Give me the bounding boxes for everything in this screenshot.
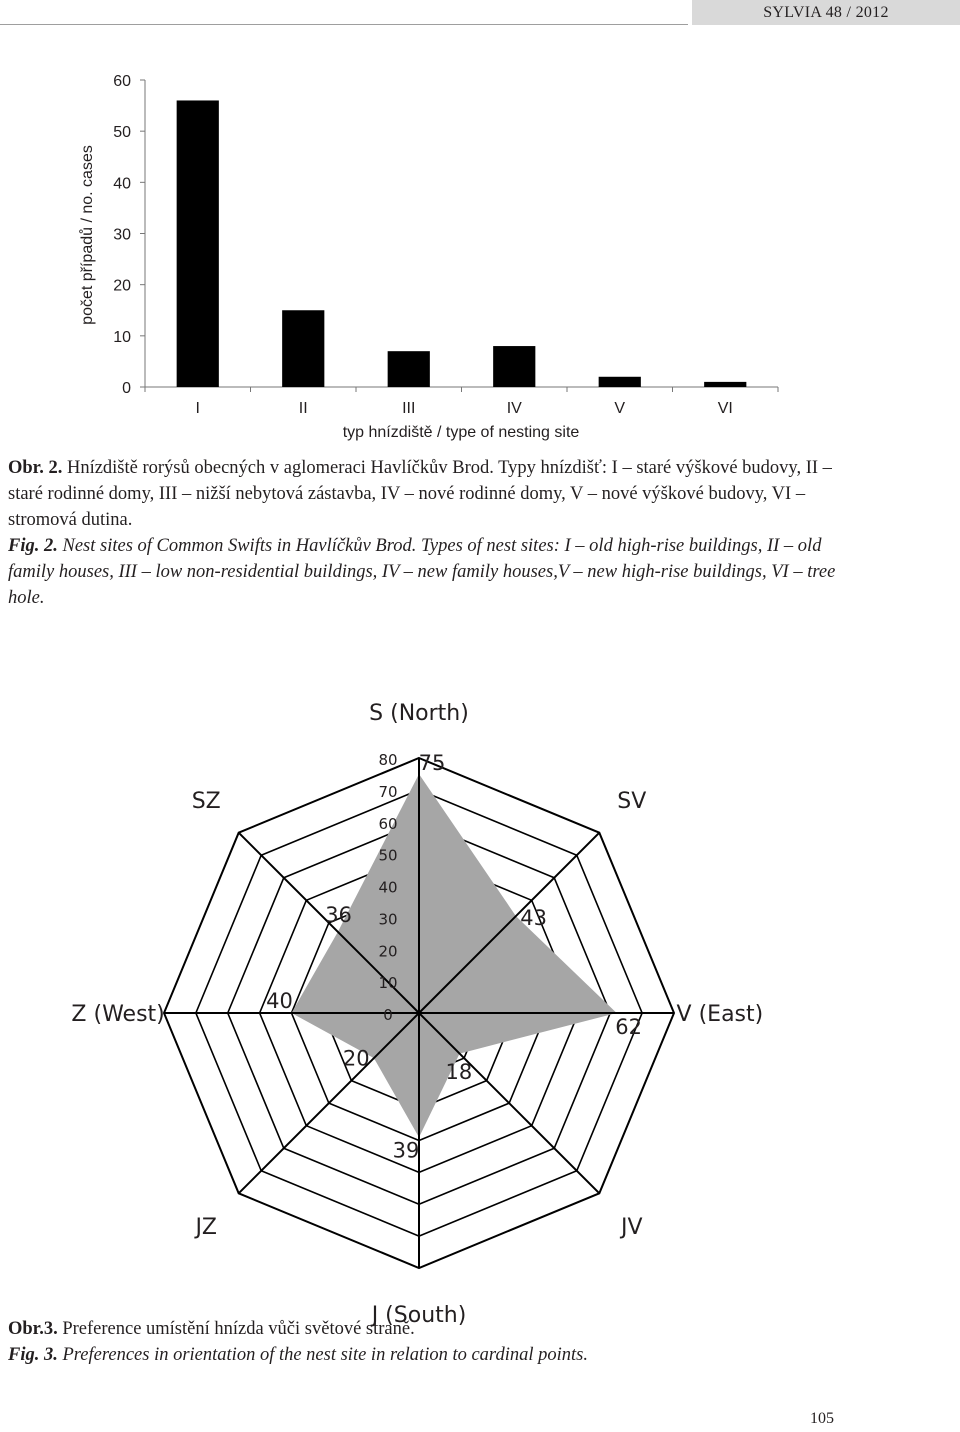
y-tick-label: 0 bbox=[122, 380, 131, 397]
radar-axis-label: JZ bbox=[195, 1214, 218, 1240]
fig2-caption bbox=[8, 455, 846, 611]
radar-data-label: 18 bbox=[445, 1060, 473, 1085]
fig2-caption-czech bbox=[8, 455, 846, 533]
radar-data-label: 36 bbox=[325, 903, 352, 928]
y-tick-label: 10 bbox=[113, 328, 131, 346]
radar-scale-label: 70 bbox=[378, 782, 398, 801]
bar-IV bbox=[493, 346, 535, 387]
bar-V bbox=[599, 377, 641, 387]
x-tick-label: IV bbox=[506, 400, 522, 417]
fig2-caption-cz-text: Hnízdiště rorýsů obecných v aglomeraci Havlíčkův Brod. Typy hnízdišť: I – staré výškové budovy, II – staré rodinné domy, III – nižší nebytová zástavba, IV – nové rodinné domy, V – nové výškové budovy, VI – stromová dutina. bbox=[8, 458, 832, 530]
radar-data-label: 43 bbox=[520, 905, 547, 930]
radar-axis-label: JV bbox=[620, 1214, 643, 1240]
x-tick-label: III bbox=[402, 400, 416, 417]
fig2-caption-en-text: Nest sites of Common Swifts in Havlíčkův Brod. Types of nest sites: I – old high-rise buildings, II – old family houses, III – low non-residential buildings, IV – new family houses,V – new high-rise buildings, VI – tree hole. bbox=[8, 536, 836, 608]
radar-scale-label: 0 bbox=[383, 1006, 393, 1024]
journal-header bbox=[692, 0, 960, 25]
radar-axis-label: Z (West) bbox=[71, 1002, 165, 1027]
y-tick-label: 40 bbox=[113, 175, 131, 193]
fig3-caption-czech bbox=[8, 1316, 908, 1342]
x-tick-label: II bbox=[298, 400, 308, 417]
radar-chart bbox=[0, 701, 960, 1328]
radar-axis-label: S (North) bbox=[369, 701, 469, 727]
bar-chart bbox=[0, 60, 800, 445]
radar-data-label: 20 bbox=[342, 1046, 370, 1071]
x-tick-label: VI bbox=[717, 400, 733, 417]
fig2-caption-en-label: Fig. 2. bbox=[8, 536, 58, 556]
fig3-caption-english bbox=[8, 1342, 908, 1368]
radar-scale-label: 80 bbox=[378, 751, 398, 769]
bar-VI bbox=[704, 382, 746, 387]
fig3-caption-cz-text: Preference umístění hnízda vůči světové straně. bbox=[62, 1319, 415, 1339]
fig3-caption-en-text: Preferences in orientation of the nest site in relation to cardinal points. bbox=[62, 1345, 588, 1365]
bar-I bbox=[177, 100, 219, 387]
page-number: 105 bbox=[810, 1410, 834, 1427]
x-tick-label: I bbox=[195, 400, 200, 417]
radar-scale-label: 40 bbox=[378, 878, 398, 897]
radar-axis-label: SZ bbox=[191, 789, 221, 815]
fig3-caption-en-label: Fig. 3. bbox=[8, 1345, 58, 1365]
bar-III bbox=[388, 351, 430, 387]
y-tick-label: 60 bbox=[113, 73, 131, 90]
journal-title: SYLVIA 48 / 2012 bbox=[763, 3, 889, 21]
fig3-caption bbox=[8, 1316, 908, 1368]
radar-axis-label: J (South) bbox=[371, 1302, 467, 1328]
radar-axis-label: V (East) bbox=[676, 1002, 764, 1027]
bar-II bbox=[282, 310, 324, 387]
radar-scale-label: 60 bbox=[378, 814, 398, 833]
radar-axis-label: SV bbox=[617, 789, 647, 815]
fig3-caption-cz-label: Obr.3. bbox=[8, 1319, 58, 1339]
radar-data-label: 39 bbox=[392, 1138, 420, 1163]
x-axis-title: typ hnízdiště / type of nesting site bbox=[342, 424, 580, 441]
x-tick-label: V bbox=[614, 400, 626, 417]
y-axis-title: počet případů / no. cases bbox=[79, 145, 96, 325]
radar-scale-label: 20 bbox=[378, 942, 398, 961]
y-tick-label: 30 bbox=[113, 226, 131, 244]
y-tick-label: 20 bbox=[113, 277, 131, 295]
radar-data-label: 40 bbox=[266, 989, 293, 1013]
fig2-caption-cz-label: Obr. 2. bbox=[8, 458, 63, 478]
y-tick-label: 50 bbox=[113, 124, 131, 142]
radar-scale-label: 30 bbox=[378, 910, 398, 929]
radar-data-label: 75 bbox=[418, 750, 446, 775]
radar-scale-label: 50 bbox=[378, 846, 398, 865]
header-rule bbox=[0, 0, 688, 25]
fig2-caption-english bbox=[8, 533, 846, 611]
radar-scale-label: 10 bbox=[378, 974, 398, 993]
radar-data-label: 62 bbox=[615, 1015, 642, 1039]
